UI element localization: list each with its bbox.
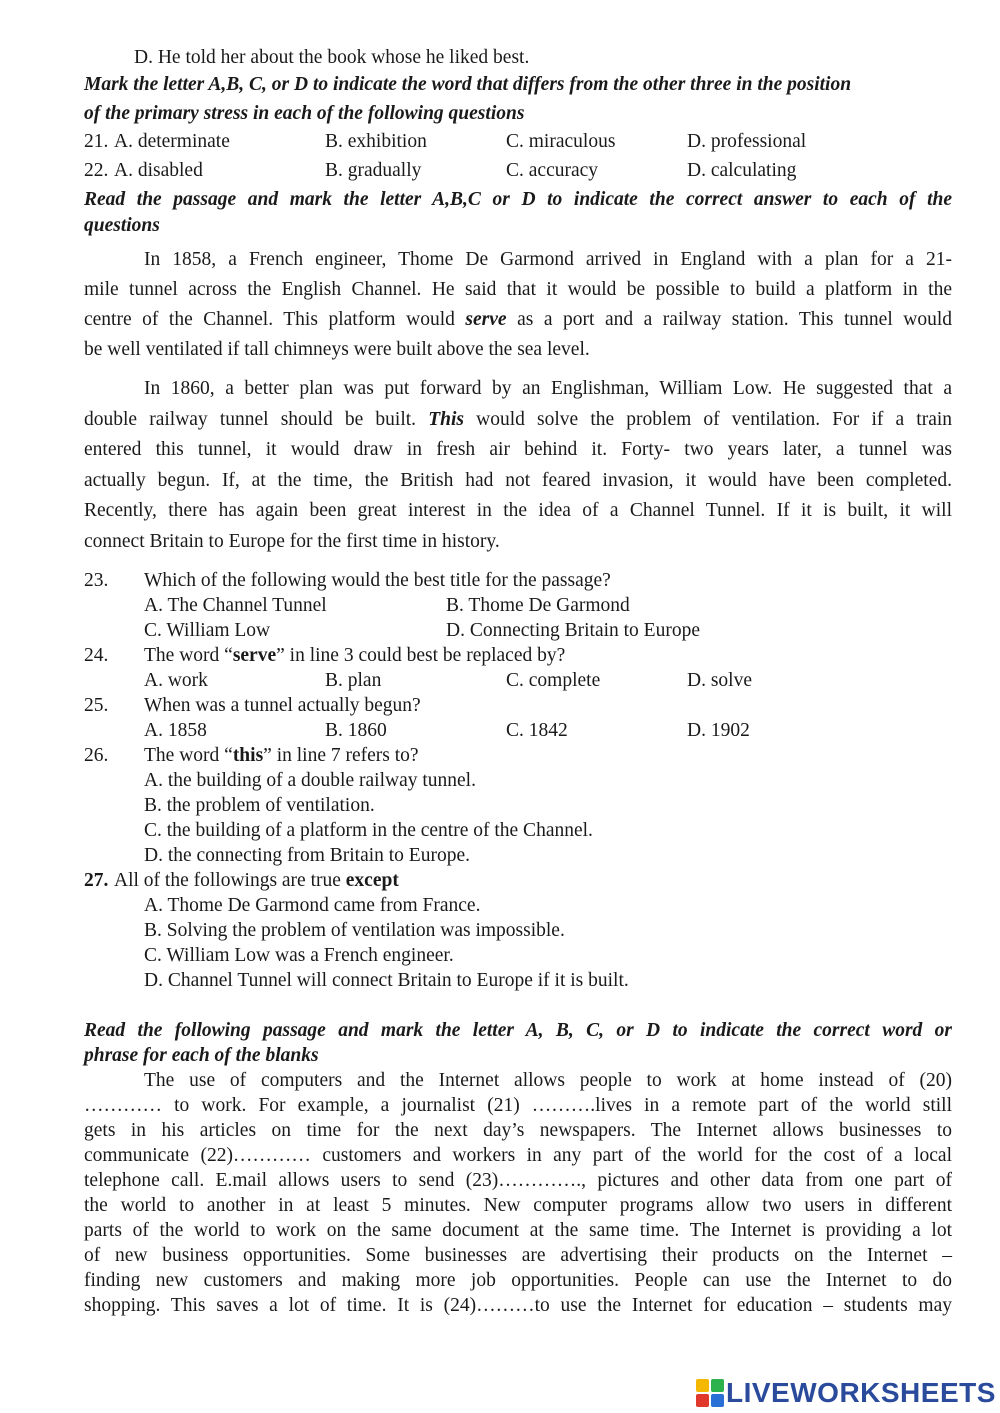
keyword-serve: serve bbox=[465, 309, 507, 330]
option-a[interactable]: A. Thome De Garmond came from France. bbox=[144, 895, 481, 916]
option-c[interactable]: C. accuracy bbox=[506, 160, 599, 181]
passage-text: would solve the problem of ventilation. For if a train bbox=[476, 409, 953, 430]
cloze-line: shopping. This saves a lot of time. It is (24)………to use the Internet for education – students may bbox=[84, 1295, 952, 1316]
option-d[interactable]: D. calculating bbox=[687, 160, 797, 181]
question-text bbox=[144, 645, 565, 667]
question-text-pre: The word “ bbox=[144, 645, 233, 666]
passage-line: In 1860, a better plan was put forward by an Englishman, William Low. He suggested that a bbox=[144, 378, 952, 399]
question-text: Which of the following would the best title for the passage? bbox=[144, 570, 611, 591]
option-a[interactable]: A. 1858 bbox=[144, 720, 207, 741]
question-number: 25. bbox=[84, 695, 109, 716]
option-d[interactable]: D. professional bbox=[687, 131, 807, 152]
question-text bbox=[144, 745, 419, 767]
option-d[interactable]: D. Channel Tunnel will connect Britain to Europe if it is built. bbox=[144, 970, 629, 991]
question-text: When was a tunnel actually begun? bbox=[144, 695, 421, 716]
question-text-pre: All of the followings are true bbox=[114, 870, 341, 891]
cloze-instruction-line1: Read the following passage and mark the letter A, B, C, or D to indicate the correct word or bbox=[84, 1020, 952, 1041]
keyword-this: This bbox=[428, 409, 464, 430]
question-number: 24. bbox=[84, 645, 109, 666]
question-number: 22. bbox=[84, 160, 109, 181]
question-number: 23. bbox=[84, 570, 109, 591]
liveworksheets-logo bbox=[696, 1378, 996, 1408]
question-keyword: this bbox=[232, 745, 264, 766]
question-number: 26. bbox=[84, 745, 109, 766]
option-c[interactable]: C. miraculous bbox=[506, 131, 616, 152]
cloze-line: parts of the world to work on the same document at the same time. The Internet is providing a lot bbox=[84, 1220, 952, 1241]
option-c[interactable]: C. complete bbox=[506, 670, 601, 691]
cloze-line: ………… to work. For example, a journalist (21) ……….lives in a remote part of the world still bbox=[84, 1095, 952, 1116]
passage-line: Recently, there has again been great interest in the idea of a Channel Tunnel. If it is built, it will bbox=[84, 500, 952, 521]
passage-line: connect Britain to Europe for the first time in history. bbox=[84, 531, 500, 552]
option-a[interactable]: A. work bbox=[144, 670, 208, 691]
passage-line: entered this tunnel, it would draw in fresh air behind it. Forty- two years later, a tunnel was bbox=[84, 439, 952, 460]
option-a[interactable]: A. the building of a double railway tunnel. bbox=[144, 770, 476, 791]
option-c[interactable]: C. William Low was a French engineer. bbox=[144, 945, 454, 966]
cloze-line: telephone call. E.mail allows users to send (23)…………., pictures and other data from one part of bbox=[84, 1170, 952, 1191]
passage-line bbox=[84, 409, 952, 431]
passage-text: centre of the Channel. This platform would bbox=[84, 309, 455, 330]
question-text-pre: The word “ bbox=[144, 745, 233, 766]
question-text-post: ” in line 7 refers to? bbox=[263, 745, 419, 766]
option-c[interactable]: C. William Low bbox=[144, 620, 271, 641]
option-d[interactable]: D. Connecting Britain to Europe bbox=[446, 620, 700, 641]
cloze-line: gets in his articles on time for the next day’s newspapers. The Internet allows businesses to bbox=[84, 1120, 952, 1141]
option-b[interactable]: B. 1860 bbox=[325, 720, 387, 741]
passage-line: mile tunnel across the English Channel. He said that it would be possible to build a platform in the bbox=[84, 279, 952, 300]
question-number: 27. bbox=[84, 870, 109, 891]
reading-instruction-line2: questions bbox=[84, 215, 160, 236]
stress-instruction-line1: Mark the letter A,B, C, or D to indicate the word that differs from the other three in the position bbox=[84, 74, 852, 95]
option-b[interactable]: B. the problem of ventilation. bbox=[144, 795, 375, 816]
question-number: 21. bbox=[84, 131, 109, 152]
option-d[interactable]: D. the connecting from Britain to Europe. bbox=[144, 845, 470, 866]
option-b[interactable]: B. plan bbox=[325, 670, 382, 691]
cloze-line: the world to another in at least 5 minutes. New computer programs allow two users in different bbox=[84, 1195, 952, 1216]
option-b[interactable]: B. gradually bbox=[325, 160, 422, 181]
passage-line bbox=[84, 309, 952, 331]
option-c[interactable]: C. the building of a platform in the centre of the Channel. bbox=[144, 820, 593, 841]
option-a[interactable]: A. disabled bbox=[114, 160, 203, 181]
question-text-post: ” in line 3 could best be replaced by? bbox=[276, 645, 566, 666]
option-b[interactable]: B. Thome De Garmond bbox=[446, 595, 630, 616]
option-a[interactable]: A. The Channel Tunnel bbox=[144, 595, 327, 616]
prev-question-option-d: D. He told her about the book whose he liked best. bbox=[134, 47, 530, 68]
passage-line: be well ventilated if tall chimneys were built above the sea level. bbox=[84, 339, 590, 360]
cloze-line: The use of computers and the Internet allows people to work at home instead of (20) bbox=[144, 1070, 952, 1091]
option-a[interactable]: A. determinate bbox=[114, 131, 230, 152]
passage-line: In 1858, a French engineer, Thome De Garmond arrived in England with a plan for a 21- bbox=[144, 249, 952, 270]
question-keyword: serve bbox=[232, 645, 277, 666]
option-d[interactable]: D. 1902 bbox=[687, 720, 750, 741]
option-b[interactable]: B. exhibition bbox=[325, 131, 427, 152]
logo-icon bbox=[696, 1379, 724, 1407]
question-text bbox=[114, 870, 399, 892]
option-c[interactable]: C. 1842 bbox=[506, 720, 568, 741]
logo-text: LIVEWORKSHEETS bbox=[726, 1377, 996, 1408]
passage-text: double railway tunnel should be built. bbox=[84, 409, 417, 430]
cloze-line: communicate (22)………… customers and workers in any part of the world for the cost of a local bbox=[84, 1145, 952, 1166]
cloze-line: of new business opportunities. Some businesses are advertising their products on the Internet – bbox=[84, 1245, 952, 1266]
reading-instruction-line1: Read the passage and mark the letter A,B,C or D to indicate the correct answer to each of the bbox=[84, 189, 952, 210]
cloze-instruction-line2: phrase for each of the blanks bbox=[84, 1045, 319, 1066]
passage-text: as a port and a railway station. This tunnel would bbox=[517, 309, 953, 330]
stress-instruction-line2: of the primary stress in each of the following questions bbox=[84, 103, 525, 124]
question-keyword: except bbox=[345, 870, 399, 891]
option-d[interactable]: D. solve bbox=[687, 670, 752, 691]
option-b[interactable]: B. Solving the problem of ventilation was impossible. bbox=[144, 920, 565, 941]
passage-line: actually begun. If, at the time, the British had not feared invasion, it would have been completed. bbox=[84, 470, 952, 491]
cloze-line: finding new customers and making more job opportunities. People can use the Internet to do bbox=[84, 1270, 952, 1291]
